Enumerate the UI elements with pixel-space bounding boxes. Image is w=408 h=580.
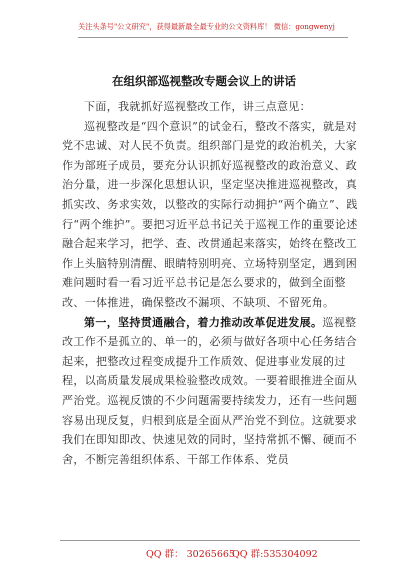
- document-title: 在组织部巡视整改专题会议上的讲话: [112, 74, 296, 88]
- paragraph-intro: [62, 97, 358, 117]
- paragraph-text: 下面，我就抓好巡视整改工作，讲三点意见：: [84, 100, 311, 113]
- footer-banner: [60, 540, 360, 560]
- paragraph-text: 巡视整改是“四个意识”的试金石，整改不落实，就是对党不忠诚、对人民不负责。组织部门是党的政治机关，大家作为部班子成员，要充分认识抓好巡视整改的政治意义、政治分量，进一步深化思想认识，坚定坚决推进巡视整改，真抓实改、务求实效，以整改的实际行动拥护“两个确立”、践行“两个维护”。要把习近平总书记关于巡视工作的重要论述融合起来学习，把学、查、改贯通起来落实，始终在整改工作上头脑特别清醒、眼睛特别明亮、立场特别坚定，遇到困难问题时看一看习近平总书记是怎么要求的，做到全面整改、一体推进，确保整改不漏项、不缺项、不留死角。: [62, 119, 358, 309]
- document-body: [62, 97, 358, 469]
- footer-qq-group-1: QQ 群： 30265665: [146, 549, 235, 560]
- footer-qq-group-2: QQ 群:535304092: [232, 549, 318, 560]
- paragraph-point-one: [62, 313, 358, 470]
- header-banner: 关注头条号"公文研究"，获得最新最全最专业的公文资料库！ 微信：gongwenyj: [78, 22, 348, 38]
- paragraph-text: 巡视整改工作不是孤立的、单一的，必须与做好各项中心任务结合起来，把整改过程变成提升工作质效、促进事业发展的过程，以高质量发展成果检验整改成效。一要着眼推进全面从严治党。巡视反馈的不少问题需要持续发力，还有一些问题容易出现反复，归根到底是全面从严治党不到位。这就要求我们在即知即改、快速见效的同时，坚持常抓不懈、硬而不舍，不断完善组织体系、干部工作体系、党员: [62, 315, 358, 466]
- paragraph-lead: 第一，坚持贯通融合，着力推动改革促进发展。: [84, 315, 323, 329]
- paragraph-significance: [62, 117, 358, 313]
